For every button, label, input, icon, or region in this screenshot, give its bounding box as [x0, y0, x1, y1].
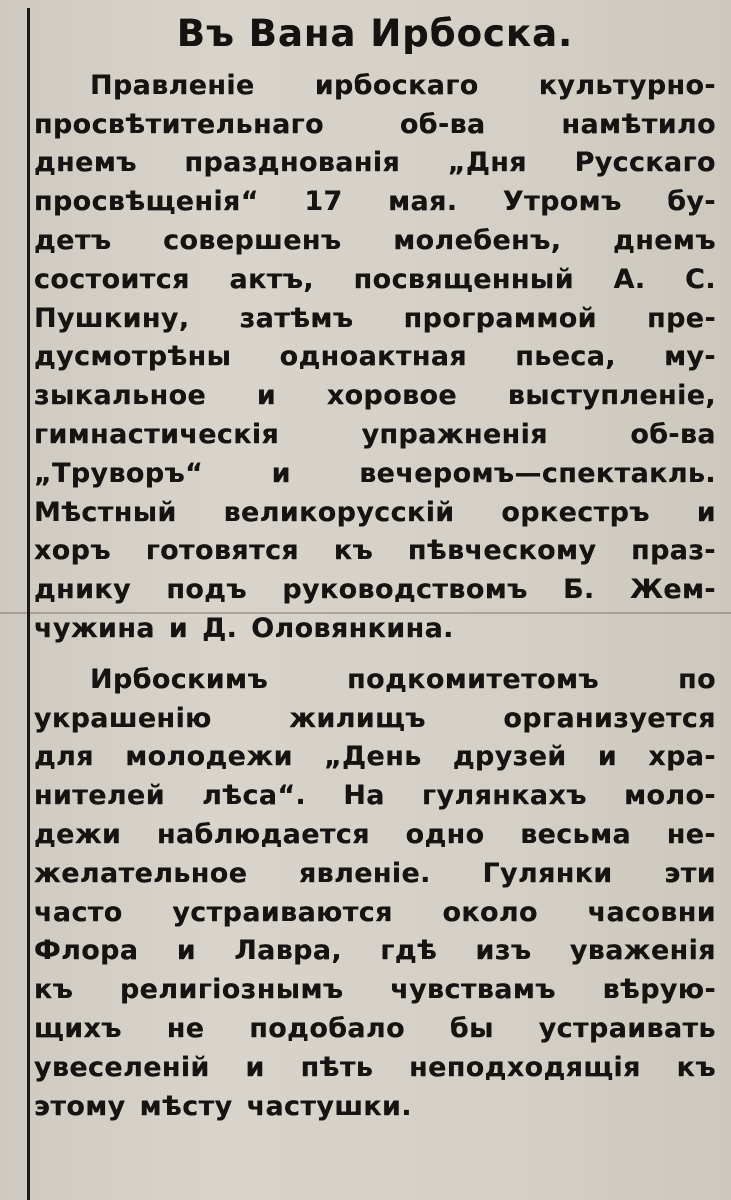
article-word: На — [343, 780, 385, 812]
article-word: и — [696, 496, 716, 528]
article-word: наблюдается — [156, 819, 370, 851]
article-word: днемъ — [613, 225, 716, 257]
article-text-line — [34, 660, 716, 699]
article-text-line — [34, 699, 716, 738]
article-word: организуется — [503, 702, 716, 734]
article-text-line — [34, 609, 716, 648]
article-word: Утромъ — [502, 186, 622, 218]
article-word: гимнастическія — [34, 419, 280, 451]
article-text-line — [34, 532, 716, 571]
article-word: „Дня — [447, 147, 527, 179]
article-word: „Труворъ“ — [34, 457, 204, 489]
article-word: дусмотрѣны — [34, 341, 232, 373]
article-word: неподходящія — [409, 1051, 641, 1083]
article-word: днемъ — [34, 147, 137, 179]
article-word: устраивать — [538, 1013, 716, 1045]
article-word: Ирбоскимъ — [90, 663, 269, 695]
article-word: къ — [333, 535, 374, 567]
article-text-line — [34, 182, 716, 221]
article-word: чужина — [34, 613, 155, 645]
article-text-line — [34, 144, 716, 183]
article-word: мая. — [388, 186, 458, 218]
article-word: днику — [34, 574, 132, 606]
article-word: чувствамъ — [390, 974, 556, 1006]
article-word: пѣвческому — [407, 535, 597, 567]
article-word: гдѣ — [380, 935, 438, 967]
article-word: и — [271, 457, 291, 489]
article-word: жилищъ — [289, 702, 426, 734]
article-word: часовни — [587, 896, 716, 928]
article-word: хра- — [648, 741, 716, 773]
article-text-line — [34, 776, 716, 815]
article-text-line — [34, 299, 716, 338]
article-headline: Въ Вана Ирбоска. — [176, 12, 574, 55]
article-word: подобало — [249, 1013, 406, 1045]
article-text-line — [34, 1087, 716, 1126]
article-text-line — [34, 970, 716, 1009]
article-text-line — [34, 415, 716, 454]
article-word: бы — [449, 1013, 494, 1045]
article-word: Флора — [34, 935, 139, 967]
article-text-line — [34, 893, 716, 932]
article-word: не — [166, 1013, 205, 1045]
adjacent-column-fragment — [0, 0, 28, 1200]
article-word: посвященный — [353, 263, 574, 295]
article-word: уваженія — [569, 935, 716, 967]
article-word: моло- — [624, 780, 716, 812]
article-text-line — [34, 454, 716, 493]
article-text-line — [34, 493, 716, 532]
article-word: хоръ — [34, 535, 111, 567]
article-word: 17 — [304, 186, 343, 218]
article-word: готовятся — [145, 535, 300, 567]
article-word: совершенъ — [163, 225, 342, 257]
article-word: ирбоскаго — [314, 69, 479, 101]
article-word: культурно- — [538, 69, 716, 101]
article-word: и — [176, 935, 197, 967]
article-word: вѣрую- — [602, 974, 716, 1006]
article-word: А. — [613, 263, 646, 295]
article-word: религіознымъ — [119, 974, 344, 1006]
article-text-line — [34, 854, 716, 893]
article-word: празднованія — [184, 147, 401, 179]
article-text-line — [34, 932, 716, 971]
article-word: лѣса“. — [202, 780, 307, 812]
article-word: этому — [34, 1090, 126, 1122]
article-word: оркестръ — [501, 496, 650, 528]
article-text-line — [34, 105, 716, 144]
article-text-line — [34, 815, 716, 854]
article-word: украшенію — [34, 702, 212, 734]
article-word: детъ — [34, 225, 112, 257]
article-text-line — [34, 570, 716, 609]
article-word: подкомитетомъ — [347, 663, 600, 695]
article-text-line — [34, 376, 716, 415]
article-word: великорусскій — [223, 496, 455, 528]
article-word: нителей — [34, 780, 165, 812]
article-word: желательное — [34, 857, 248, 889]
article-text-line — [34, 260, 716, 299]
article-word: и — [245, 1051, 265, 1083]
article-word: об-ва — [630, 419, 716, 451]
article-word: дежи — [34, 819, 122, 851]
article-word: увеселеній — [34, 1051, 210, 1083]
article-word: Оловянкина. — [251, 613, 454, 645]
article-word: мѣсту — [139, 1090, 233, 1122]
article-word: руководствомъ — [282, 574, 528, 606]
article-word: эти — [664, 857, 716, 889]
article-word: къ — [676, 1051, 716, 1083]
article-word: пѣть — [300, 1051, 374, 1083]
article-text-line — [34, 1009, 716, 1048]
article-word: состоится — [34, 263, 190, 295]
article-word: устраиваются — [172, 896, 393, 928]
article-word: программой — [403, 302, 597, 334]
article-word: къ — [34, 974, 74, 1006]
article-word: Русскаго — [574, 147, 716, 179]
news-article — [34, 6, 716, 1126]
article-word: Гулянки — [482, 857, 613, 889]
article-word: и — [168, 613, 189, 645]
article-word: молебенъ, — [393, 225, 562, 257]
article-text-line — [34, 66, 716, 105]
article-word: щихъ — [34, 1013, 122, 1045]
article-word: С. — [685, 263, 716, 295]
article-word: хоровое — [326, 380, 458, 412]
article-word: об-ва — [399, 108, 486, 140]
article-text-line — [34, 338, 716, 377]
article-word: просвѣтительнаго — [34, 108, 324, 140]
article-word: Лавра, — [234, 935, 343, 967]
article-word: му- — [664, 341, 716, 373]
article-word: праз- — [631, 535, 716, 567]
article-word: Д. — [202, 613, 238, 645]
article-word: „День — [324, 741, 422, 773]
article-word: Правленіе — [90, 69, 255, 101]
article-word: не- — [666, 819, 716, 851]
article-word: подъ — [166, 574, 248, 606]
article-word: бу- — [667, 186, 716, 218]
article-word: частушки. — [246, 1090, 412, 1122]
article-word: Пушкину, — [34, 302, 190, 334]
column-divider-rule — [27, 8, 30, 1200]
article-body — [34, 66, 716, 1126]
article-word: явленіе. — [299, 857, 431, 889]
article-text-line — [34, 738, 716, 777]
article-word: зыкальное — [34, 380, 207, 412]
article-word: пре- — [647, 302, 716, 334]
article-word: весьма — [520, 819, 632, 851]
article-word: Б. — [563, 574, 595, 606]
article-word: намѣтило — [561, 108, 716, 140]
article-word: изъ — [475, 935, 532, 967]
article-word: одно — [405, 819, 485, 851]
article-word: для — [34, 741, 94, 773]
paragraph-spacing — [34, 648, 716, 660]
article-word: около — [442, 896, 538, 928]
article-word: молодежи — [125, 741, 293, 773]
article-word: и — [597, 741, 618, 773]
article-word: затѣмъ — [239, 302, 354, 334]
article-text-line — [34, 1048, 716, 1087]
article-word: друзей — [452, 741, 567, 773]
article-word: выступленіе, — [507, 380, 716, 412]
article-word: просвѣщенія“ — [34, 186, 259, 218]
article-word: одноактная — [279, 341, 468, 373]
article-word: Жем- — [629, 574, 716, 606]
article-word: Мѣстный — [34, 496, 177, 528]
article-word: гулянкахъ — [422, 780, 587, 812]
article-word: актъ, — [229, 263, 314, 295]
article-word: пьеса, — [515, 341, 616, 373]
article-word: по — [678, 663, 716, 695]
article-word: и — [256, 380, 277, 412]
article-word: упражненія — [361, 419, 548, 451]
article-word: часто — [34, 896, 123, 928]
article-word: вечеромъ—спектакль. — [359, 457, 716, 489]
article-text-line — [34, 221, 716, 260]
